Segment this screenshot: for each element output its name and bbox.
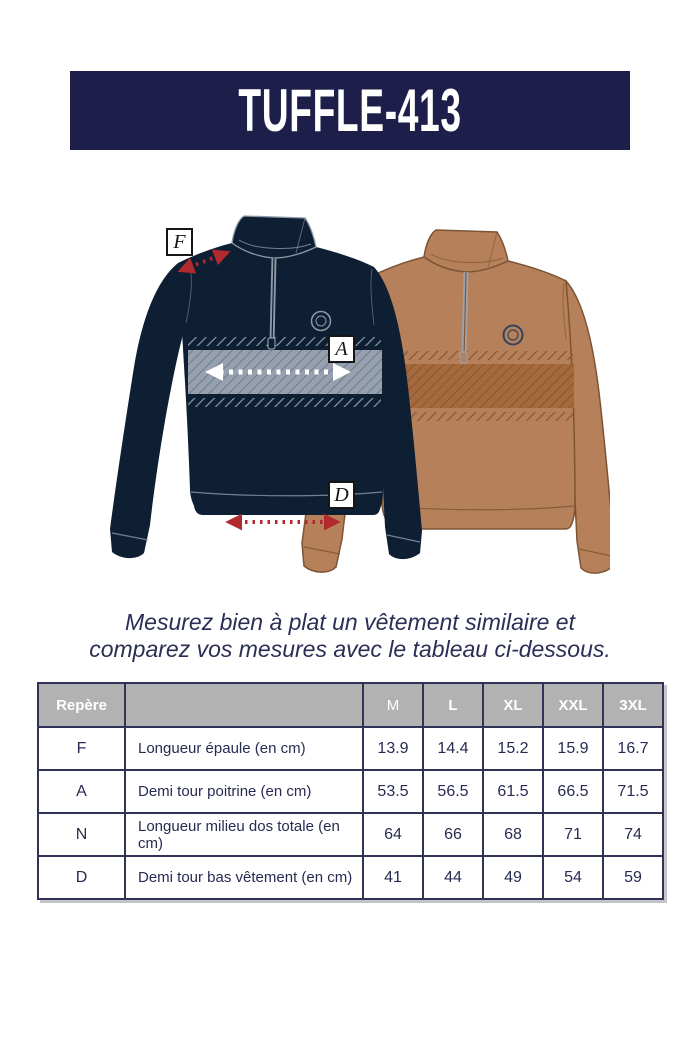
measure-code: D <box>38 856 125 899</box>
table-row <box>38 727 663 770</box>
size-column-header: XXL <box>543 683 603 727</box>
measure-label: Demi tour poitrine (en cm) <box>125 770 363 813</box>
measure-value: 49 <box>483 856 543 899</box>
size-column-header: 3XL <box>603 683 663 727</box>
measure-value: 14.4 <box>423 727 483 770</box>
repere-column-header: Repère <box>38 683 125 727</box>
measure-value: 66 <box>423 813 483 856</box>
measure-value: 59 <box>603 856 663 899</box>
marker-letter: D <box>334 484 349 506</box>
measure-value: 61.5 <box>483 770 543 813</box>
measure-value: 16.7 <box>603 727 663 770</box>
instruction-line-2: comparez vos mesures avec le tableau ci-dessous. <box>89 636 611 663</box>
measure-value: 13.9 <box>363 727 423 770</box>
marker-letter: A <box>335 338 348 360</box>
size-table-body <box>38 727 663 899</box>
product-banner <box>70 71 630 150</box>
measure-code: A <box>38 770 125 813</box>
product-title: TUFFLE-413 <box>238 76 462 144</box>
measure-label: Longueur épaule (en cm) <box>125 727 363 770</box>
measure-value: 15.2 <box>483 727 543 770</box>
measure-value: 71 <box>543 813 603 856</box>
measure-value: 64 <box>363 813 423 856</box>
measure-code: N <box>38 813 125 856</box>
measure-code: F <box>38 727 125 770</box>
measure-instruction <box>40 609 660 663</box>
marker-label-f <box>166 228 193 256</box>
measure-label: Demi tour bas vêtement (en cm) <box>125 856 363 899</box>
measure-label: Longueur milieu dos totale (en cm) <box>125 813 363 856</box>
size-column-header: XL <box>483 683 543 727</box>
table-row <box>38 770 663 813</box>
navy-sweater <box>110 216 422 559</box>
garment-diagram <box>90 195 610 590</box>
measure-value: 66.5 <box>543 770 603 813</box>
description-column-header <box>125 683 363 727</box>
measure-value: 44 <box>423 856 483 899</box>
size-column-header: M <box>363 683 423 727</box>
marker-letter: F <box>173 231 186 253</box>
size-chart-table <box>37 682 664 900</box>
measure-value: 56.5 <box>423 770 483 813</box>
measure-value: 41 <box>363 856 423 899</box>
measure-value: 71.5 <box>603 770 663 813</box>
marker-label-d <box>328 481 355 509</box>
instruction-line-1: Mesurez bien à plat un vêtement similaire et <box>125 609 575 635</box>
measure-value: 53.5 <box>363 770 423 813</box>
measure-value: 54 <box>543 856 603 899</box>
measure-value: 74 <box>603 813 663 856</box>
table-row <box>38 856 663 899</box>
table-row <box>38 813 663 856</box>
measure-value: 15.9 <box>543 727 603 770</box>
measure-value: 68 <box>483 813 543 856</box>
size-column-header: L <box>423 683 483 727</box>
table-header-row <box>38 683 663 727</box>
marker-label-a <box>328 335 355 363</box>
